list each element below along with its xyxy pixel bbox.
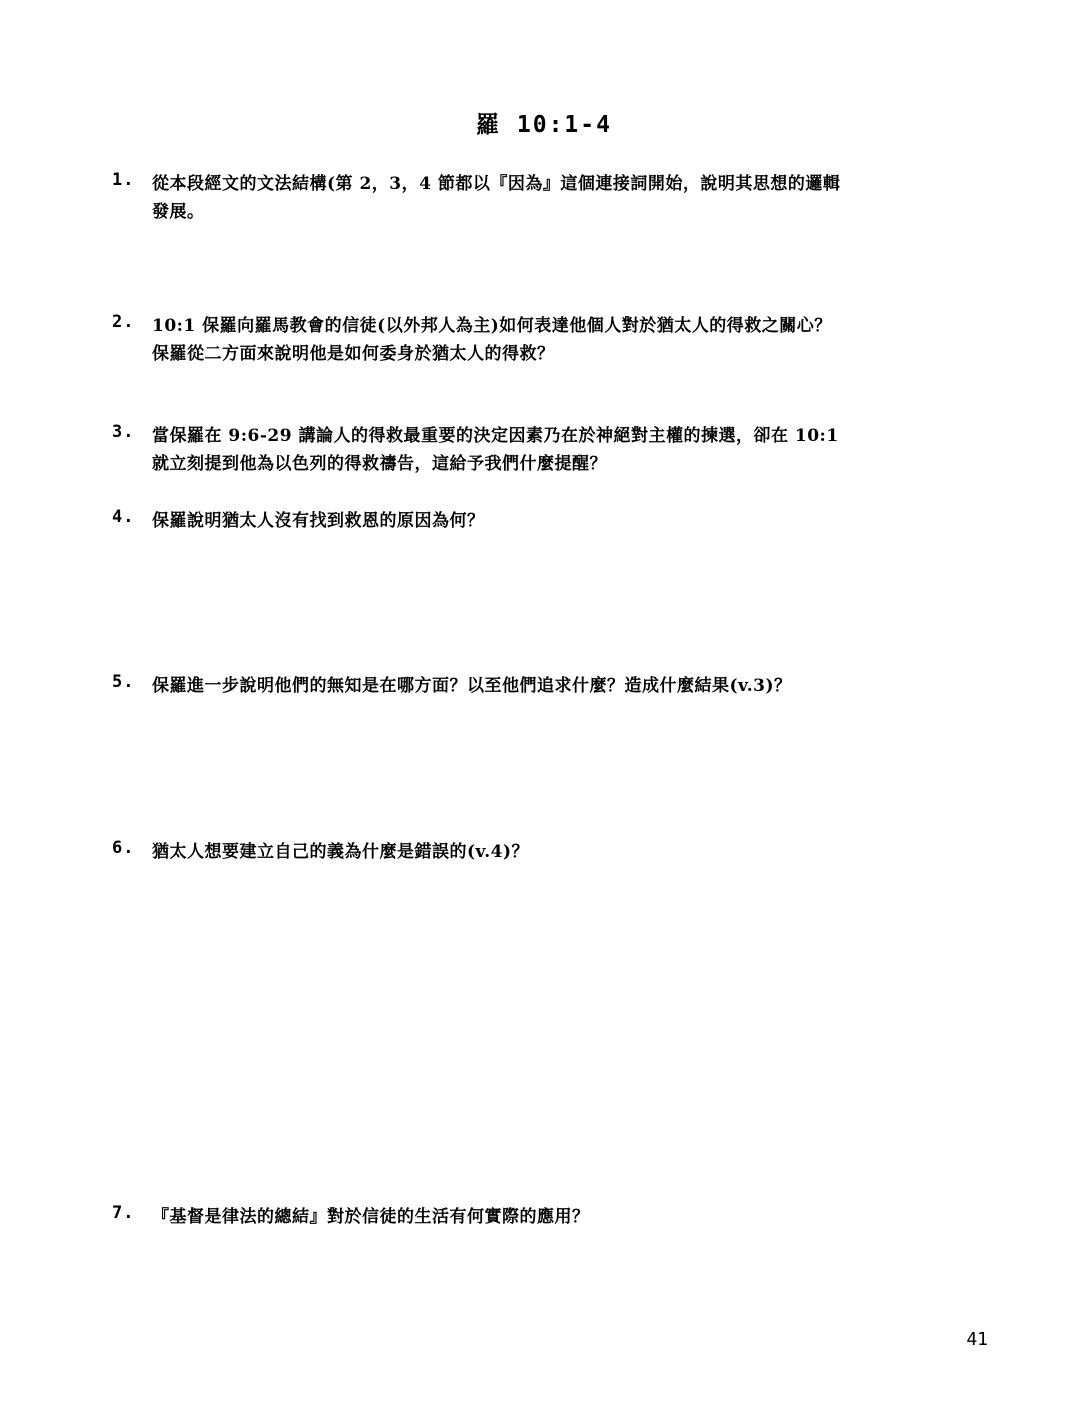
question-item [112,838,992,866]
question-text [152,1203,992,1231]
question-number: 2. [112,312,135,332]
question-text [152,312,992,368]
question-item [112,672,992,700]
question-item [112,1203,992,1231]
question-text-line: 發展。 [152,202,205,223]
question-item [112,312,992,368]
question-text-line: 從本段經文的文法結構(第 2，3，4 節都以『因為』這個連接詞開始，說明其思想的邏輯 [152,174,841,194]
question-text [152,507,992,535]
question-number: 4. [112,507,135,527]
page-number: 41 [966,1329,988,1350]
question-text-line: 猶太人想要建立自己的義為什麼是錯誤的(v.4)？ [152,842,530,862]
question-item [112,507,992,535]
question-number: 1. [112,170,135,190]
question-item [112,170,992,226]
question-number: 6. [112,838,135,858]
question-number: 3. [112,422,135,442]
question-text-line: 『基督是律法的總結』對於信徒的生活有何實際的應用？ [152,1207,590,1227]
question-text-line: 保羅說明猶太人沒有找到救恩的原因為何？ [152,511,485,531]
question-text [152,672,992,700]
question-number: 7. [112,1203,135,1223]
page-title: 羅 10:1-4 [476,112,612,138]
question-text-line: 保羅進一步說明他們的無知是在哪方面？以至他們追求什麼？造成什麼結果(v.3)？ [152,676,792,696]
question-number: 5. [112,672,135,692]
question-text-line: 保羅從二方面來說明他是如何委身於猶太人的得救？ [152,344,555,365]
question-item [112,422,992,478]
question-text [152,422,992,478]
question-text-line: 10:1 保羅向羅馬教會的信徒(以外邦人為主)如何表達他個人對於猶太人的得救之關心？ [152,316,832,336]
question-text-line: 當保羅在 9:6-29 講論人的得救最重要的決定因素乃在於神絕對主權的揀選，卻在 10:1 [152,426,839,446]
question-text [152,838,992,866]
question-text-line: 就立刻提到他為以色列的得救禱告，這給予我們什麼提醒？ [152,454,607,475]
question-text [152,170,992,226]
